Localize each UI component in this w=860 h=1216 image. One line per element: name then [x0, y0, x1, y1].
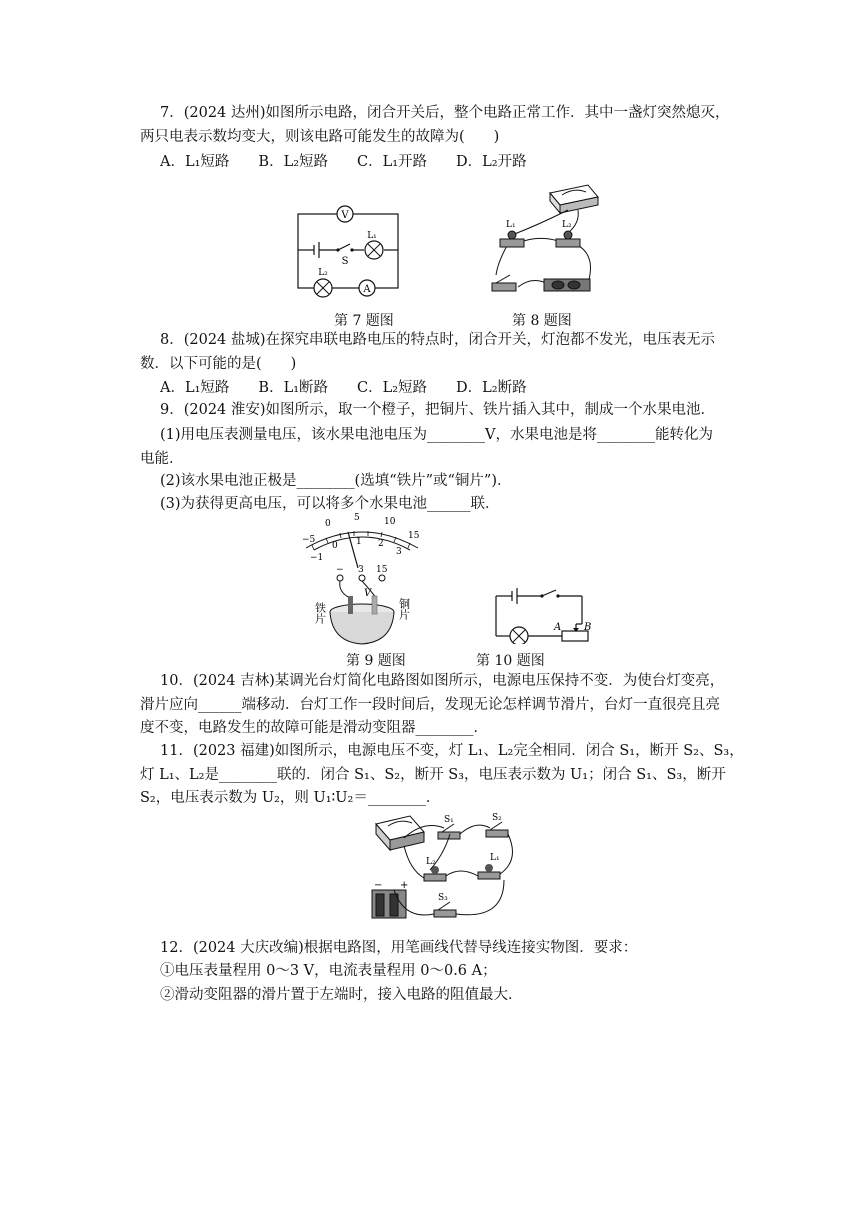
- q10-line1: 10．(2024 吉林)某调光台灯简化电路图如图所示，电源电压保持不变．为使台灯变亮，: [160, 673, 725, 689]
- q9-line2: (1)用电压表测量电压，该水果电池电压为________V，水果电池是将________能转化为: [160, 427, 714, 443]
- fig7-circuit-diagram: [290, 200, 410, 300]
- fig9-scale-top-10: 10: [384, 517, 396, 527]
- q9-line5: (3)为获得更高电压，可以将多个水果电池______联．: [160, 496, 500, 512]
- q8-line2: 数．以下可能的是( ): [140, 356, 297, 372]
- fig9-scale-top-15: 15: [408, 531, 420, 541]
- fig10-label-b: B: [584, 622, 592, 633]
- q7-line1: 7．(2024 达州)如图所示电路，闭合开关后，整个电路正常工作．其中一盏灯突然熄灭，: [160, 105, 730, 121]
- fig9-scale-top-5: 5: [354, 513, 360, 523]
- fig9-neg-top: −5: [302, 535, 316, 545]
- fig9-fruit-battery: [292, 508, 432, 648]
- fig9-terminal-3: 3: [358, 565, 364, 575]
- q11-line1: 11．(2023 福建)如图所示，电源电压不变，灯 L₁、L₂完全相同．闭合 S₁，断开 S₂、S₃，: [160, 743, 744, 759]
- fig9-scale-bottom-2: 2: [378, 539, 384, 549]
- q7-line2: 两只电表示数均变大，则该电路可能发生的故障为( ): [140, 129, 500, 145]
- fig8-lamp2-label: L₂: [562, 220, 572, 230]
- fig7-switch-label: S: [341, 256, 349, 267]
- q7-options: A．L₁短路 B．L₂短路 C．L₁开路 D．L₂开路: [160, 154, 527, 170]
- fig11-l1-label: L₁: [490, 853, 500, 863]
- fig7-lamp1-label: L₁: [367, 231, 377, 241]
- fig9-terminal-15: 15: [376, 565, 388, 575]
- q12-line3: ②滑动变阻器的滑片置于左端时，接入电路的阻值最大．: [160, 987, 523, 1003]
- fig11-physical-circuit: [364, 810, 524, 930]
- fig9-iron-label: 铁片: [313, 602, 327, 624]
- q11-line2: 灯 L₁、L₂是________联的．闭合 S₁、S₂，断开 S₃，电压表示数为 U₁；闭合 S₁、S₃，断开: [140, 767, 726, 783]
- q11-line3: S₂，电压表示数为 U₂，则 U₁∶U₂＝________．: [140, 790, 441, 806]
- fig9-scale-bottom-3: 3: [396, 547, 402, 557]
- q12-line1: 12．(2024 大庆改编)根据电路图，用笔画线代替导线连接实物图．要求：: [160, 940, 638, 956]
- fig8-physical-circuit: [478, 175, 608, 303]
- fig9-scale-top-0: 0: [325, 519, 331, 529]
- q9-line1: 9．(2024 淮安)如图所示，取一个橙子，把铜片、铁片插入其中，制成一个水果电池．: [160, 402, 716, 418]
- q12-line2: ①电压表量程用 0～3 V，电流表量程用 0～0.6 A；: [160, 963, 497, 979]
- q8-options: A．L₁短路 B．L₁断路 C．L₂短路 D．L₂断路: [160, 380, 527, 396]
- fig10-caption: 第 10 题图: [476, 653, 545, 669]
- fig7-caption: 第 7 题图: [334, 313, 394, 329]
- fig8-caption: 第 8 题图: [512, 313, 572, 329]
- fig11-l2-label: L₂: [426, 857, 436, 867]
- fig7-voltmeter-label: V: [341, 210, 349, 221]
- fig9-copper-label: 铜片: [397, 598, 411, 620]
- q10-line3: 度不变，电路发生的故障可能是滑动变阻器________．: [140, 720, 488, 736]
- fig9-scale-bottom-0: 0: [332, 541, 338, 551]
- fig11-s1-label: S₁: [444, 815, 454, 825]
- fig11-battery-minus: −: [374, 880, 383, 891]
- fig7-ammeter-label: A: [363, 284, 371, 295]
- fig11-s3-label: S₃: [438, 893, 448, 903]
- fig9-meter-label: V: [364, 588, 372, 599]
- fig8-lamp1-label: L₁: [506, 220, 516, 230]
- fig9-scale-bottom-1: 1: [356, 537, 362, 547]
- fig9-terminal-neg: −: [336, 565, 344, 575]
- fig9-caption: 第 9 题图: [346, 653, 406, 669]
- fig7-lamp2-label: L₂: [318, 268, 328, 278]
- fig10-label-a: A: [554, 622, 562, 633]
- q9-line3: 电能．: [140, 451, 184, 467]
- q8-line1: 8．(2024 盐城)在探究串联电路电压的特点时，闭合开关，灯泡都不发光，电压表无示: [160, 332, 716, 348]
- q9-line4: (2)该水果电池正极是________(选填“铁片”或“铜片”)．: [160, 473, 512, 489]
- fig11-s2-label: S₂: [492, 813, 502, 823]
- fig10-dimmer-circuit: [490, 588, 600, 644]
- q10-line2: 滑片应向______端移动．台灯工作一段时间后，发现无论怎样调节滑片，台灯一直很亮且亮: [140, 697, 720, 713]
- fig11-battery-plus: +: [400, 880, 409, 891]
- fig9-neg-bottom: −1: [310, 553, 324, 563]
